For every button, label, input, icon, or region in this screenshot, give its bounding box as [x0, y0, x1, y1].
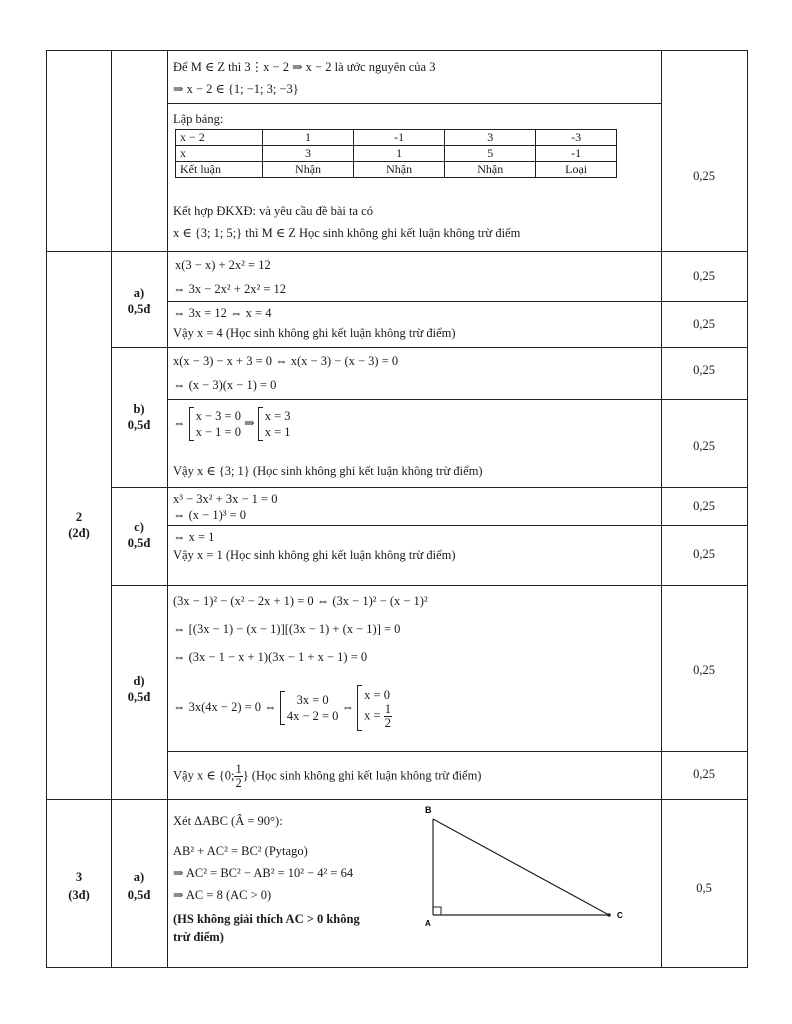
score-2a-2: 0,25: [693, 317, 715, 331]
top-line-2: ⇒ x − 2 ∈ {1; −1; 3; −3}: [173, 82, 299, 96]
score-2c-1: 0,25: [693, 499, 715, 513]
equivalent-symbol: ⇔: [341, 699, 355, 714]
denominator: 2: [384, 715, 391, 730]
equivalent-symbol: ⇔: [173, 416, 186, 430]
triangle-abc-figure: [417, 803, 627, 928]
part-3a-line-4: ⇒ AC = 8 (AC > 0): [173, 888, 272, 902]
question-2-points: (2đ): [68, 526, 90, 540]
part-2d-system: [173, 685, 392, 731]
row-line: [111, 585, 747, 586]
part-3a-line-2: AB² + AC² = BC² (Pytago): [173, 844, 308, 858]
part-2d-label: d): [133, 674, 145, 688]
table-cell: 3: [263, 146, 354, 162]
part-3a-line-1: Xét ΔABC (Â = 90°):: [173, 814, 283, 828]
part-2c-line-4: Vậy x = 1 (Học sinh không ghi kết luận không trừ điểm): [173, 548, 456, 562]
table-row: [176, 162, 617, 178]
conclusion-start: Vậy x ∈ {0;: [173, 768, 235, 783]
part-3a-label: a): [133, 870, 145, 884]
table-row: [176, 146, 617, 162]
system-row: [364, 703, 392, 730]
system-row: x = 3: [264, 409, 291, 424]
part-2c-line-2: ⇔ (x − 1)³ = 0: [173, 508, 247, 522]
part-3a-line-6: trừ điểm): [173, 930, 224, 944]
part-2d-line-3: ⇔ (3x − 1 − x + 1)(3x − 1 + x − 1) = 0: [173, 650, 368, 664]
part-2a-label: a): [133, 286, 145, 300]
table-cell: x: [176, 146, 263, 162]
part-3a-line-5: (HS không giải thích AC > 0 không: [173, 912, 360, 926]
col-line-2: [167, 51, 168, 967]
score-2d-2: 0,25: [693, 767, 715, 781]
table-cell: -1: [536, 146, 617, 162]
score-2c-2: 0,25: [693, 547, 715, 561]
row-line: [111, 487, 747, 488]
system-left: [287, 692, 339, 724]
table-cell: 1: [354, 146, 445, 162]
table-cell: Nhận: [354, 162, 445, 178]
row-line: [47, 251, 747, 252]
table-cell: -1: [354, 130, 445, 146]
part-2a-line-2: ⇔ 3x − 2x² + 2x² = 12: [173, 282, 287, 296]
value-table: [175, 129, 617, 178]
row-line: [111, 347, 747, 348]
system-row: 4x − 2 = 0: [286, 709, 339, 723]
row-line: [167, 399, 747, 400]
numerator: 1: [384, 701, 391, 716]
row-line: [167, 525, 747, 526]
question-2-number: 2: [75, 510, 83, 524]
part-2a-line-4: Vậy x = 4 (Học sinh không ghi kết luận không trừ điểm): [173, 326, 456, 340]
table-cell: x − 2: [176, 130, 263, 146]
table-cell: 1: [263, 130, 354, 146]
implies-symbol: ⇒: [244, 416, 255, 430]
point-c: [607, 913, 611, 917]
score-2d-1: 0,25: [693, 663, 715, 677]
side-bc: [433, 819, 609, 915]
system-left: [196, 408, 241, 440]
row-line: [167, 751, 747, 752]
question-3-number: 3: [75, 870, 83, 884]
conclusion-end: } (Học sinh không ghi kết luận không trừ điểm): [242, 768, 482, 783]
right-angle-mark: [433, 907, 441, 915]
system-row: x = 1: [264, 425, 291, 440]
part-2b-points: 0,5đ: [127, 418, 151, 432]
score-3a: 0,5: [696, 881, 712, 895]
row-line: [167, 103, 661, 104]
part-2a-line-3: ⇔ 3x = 12 ⇔ x = 4: [173, 306, 272, 320]
score-2b-2: 0,25: [693, 439, 715, 453]
system-right: [364, 687, 392, 730]
denominator: 2: [235, 776, 242, 790]
table-cell: 5: [445, 146, 536, 162]
part-2c-points: 0,5đ: [127, 536, 151, 550]
score-2a-1: 0,25: [693, 269, 715, 283]
table-cell: Kết luận: [176, 162, 263, 178]
top-line-1: Để M ∈ Z thì 3⋮x − 2 ⇒ x − 2 là ước nguyên của 3: [173, 60, 436, 74]
bracket: [189, 407, 194, 441]
col-line-1: [111, 51, 112, 967]
score-top: 0,25: [693, 169, 715, 183]
part-2d-points: 0,5đ: [127, 690, 151, 704]
system-row: x − 1 = 0: [195, 425, 241, 440]
system-row: x = 0: [364, 687, 390, 702]
point-c-label: C: [617, 911, 623, 920]
bracket: [258, 407, 263, 441]
bracket: [280, 691, 285, 725]
part-2d-line-2: ⇔ [(3x − 1) − (x − 1)][(3x − 1) + (x − 1)] = 0: [173, 622, 401, 636]
part-2d-line-4: ⇔ 3x(4x − 2) = 0 ⇔: [173, 699, 277, 714]
part-2b-line-4: Vậy x ∈ {3; 1} (Học sinh không ghi kết luận không trừ điểm): [173, 464, 483, 478]
part-2d-conclusion: [173, 763, 481, 790]
part-2d-line-1: (3x − 1)² − (x² − 2x + 1) = 0 ⇔ (3x − 1)² − (x − 1)²: [173, 594, 428, 608]
system-right: [265, 408, 291, 440]
part-2c-label: c): [134, 520, 144, 534]
fraction: [384, 703, 392, 730]
table-cell: Loại: [536, 162, 617, 178]
part-3a-line-3: ⇒ AC² = BC² − AB² = 10² − 4² = 64: [173, 866, 354, 880]
x-equals: x =: [364, 707, 381, 722]
point-b-label: B: [425, 805, 432, 815]
part-3a-points: 0,5đ: [127, 888, 151, 902]
point-a-label: A: [425, 919, 431, 928]
score-2b-1: 0,25: [693, 363, 715, 377]
table-intro: Lập bảng:: [173, 112, 224, 126]
bracket: [357, 685, 362, 731]
table-cell: Nhận: [445, 162, 536, 178]
table-cell: -3: [536, 130, 617, 146]
part-2a-line-1: x(3 − x) + 2x² = 12: [175, 258, 271, 272]
table-cell: 3: [445, 130, 536, 146]
answer-key-page: [46, 50, 748, 968]
part-2c-line-3: ⇔ x = 1: [173, 530, 215, 544]
conclusion-line-2: x ∈ {3; 1; 5;} thì M ∈ Z Học sinh không ghi kết luận không trừ điểm: [173, 226, 521, 240]
conclusion-line-1: Kết hợp ĐKXĐ: và yêu cầu đề bài ta có: [173, 204, 373, 218]
part-2b-line-1: x(x − 3) − x + 3 = 0 ⇔ x(x − 3) − (x − 3) = 0: [173, 354, 399, 368]
part-2b-line-2: ⇔ (x − 3)(x − 1) = 0: [173, 378, 277, 392]
row-line: [167, 301, 747, 302]
part-2c-line-1: x³ − 3x² + 3x − 1 = 0: [173, 492, 278, 506]
system-row: x − 3 = 0: [195, 409, 241, 424]
fraction: [234, 763, 242, 790]
question-3-points: (3đ): [68, 888, 90, 902]
row-line: [47, 799, 747, 800]
table-row: [176, 130, 617, 146]
system-row: 3x = 0: [296, 693, 329, 707]
part-2a-points: 0,5đ: [127, 302, 151, 316]
numerator: 1: [235, 762, 242, 776]
part-2b-label: b): [133, 402, 145, 416]
table-cell: Nhận: [263, 162, 354, 178]
part-2b-system: [173, 407, 291, 441]
